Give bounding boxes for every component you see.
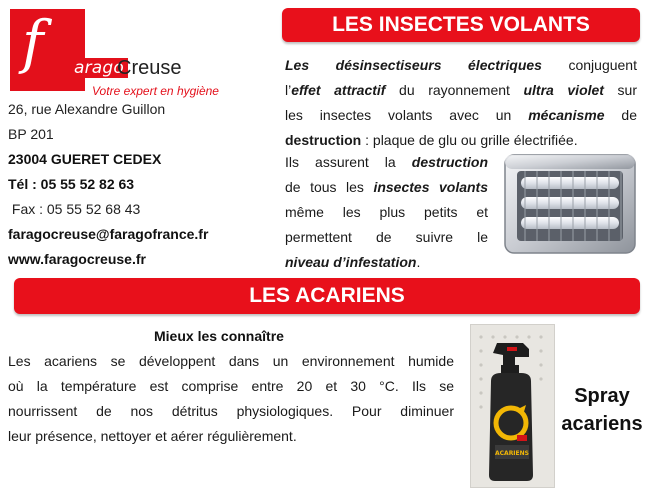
contact-postcode-city: 23004 GUERET CEDEX bbox=[8, 151, 162, 167]
text-line: de tous les insectes volants bbox=[285, 179, 489, 195]
contact-tel: Tél : 05 55 52 82 63 bbox=[8, 176, 135, 192]
volants-paragraph-2 bbox=[285, 150, 488, 275]
svg-text:ACARIENS: ACARIENS bbox=[495, 450, 529, 457]
text-line: nourrissent de nos détritus physiologiques. Pour diminuer bbox=[8, 403, 454, 419]
contact-fax: Fax : 05 55 52 68 43 bbox=[8, 201, 141, 217]
acariens-paragraph bbox=[8, 349, 454, 449]
logo-letter: f bbox=[22, 8, 44, 76]
logo-tagline: Votre expert en hygiène bbox=[92, 84, 219, 98]
insect-killer-device-image bbox=[501, 151, 641, 259]
text-line: l’effet attractif du rayonnement ultra violet sur bbox=[285, 82, 637, 98]
contact-website[interactable]: www.faragocreuse.fr bbox=[8, 251, 146, 267]
text-line: niveau d’infestation. bbox=[285, 254, 421, 270]
spray-bottle-icon bbox=[471, 325, 554, 487]
logo-wordmark: arago bbox=[70, 58, 128, 78]
spray-bottle-photo bbox=[470, 324, 555, 488]
spray-label bbox=[560, 382, 644, 438]
text-line: permettent de suivre le bbox=[285, 229, 488, 245]
acariens-subtitle: Mieux les connaître bbox=[154, 328, 284, 344]
banner-insectes-volants: LES INSECTES VOLANTS bbox=[282, 8, 640, 42]
contact-address: 26, rue Alexandre Guillon bbox=[8, 101, 166, 117]
text-line: destruction : plaque de glu ou grille électrifiée. bbox=[285, 132, 578, 148]
text-line: leur présence, nettoyer et aérer régulièrement. bbox=[8, 428, 297, 444]
text-line: Les acariens se développent dans un environnement humide bbox=[8, 353, 454, 369]
text-line: Les désinsectiseurs électriques conjuguent bbox=[285, 57, 637, 73]
text-line: les insectes volants avec un mécanisme de bbox=[285, 107, 637, 123]
logo-red-square bbox=[10, 9, 85, 91]
banner-acariens: LES ACARIENS bbox=[14, 278, 640, 314]
contact-bp: BP 201 bbox=[8, 126, 54, 142]
spray-label-line-1: Spray bbox=[574, 385, 630, 407]
logo-city: Creuse bbox=[117, 57, 182, 79]
text-line: où la température est comprise entre 20 et 30 °C. Ils se bbox=[8, 378, 454, 394]
contact-email[interactable]: faragocreuse@faragofrance.fr bbox=[8, 226, 209, 242]
volants-paragraph-1 bbox=[285, 53, 637, 153]
spray-label-line-2: acariens bbox=[561, 413, 643, 435]
text-line: même les plus petits et bbox=[285, 204, 488, 220]
text-line: Ils assurent la destruction bbox=[285, 154, 488, 170]
